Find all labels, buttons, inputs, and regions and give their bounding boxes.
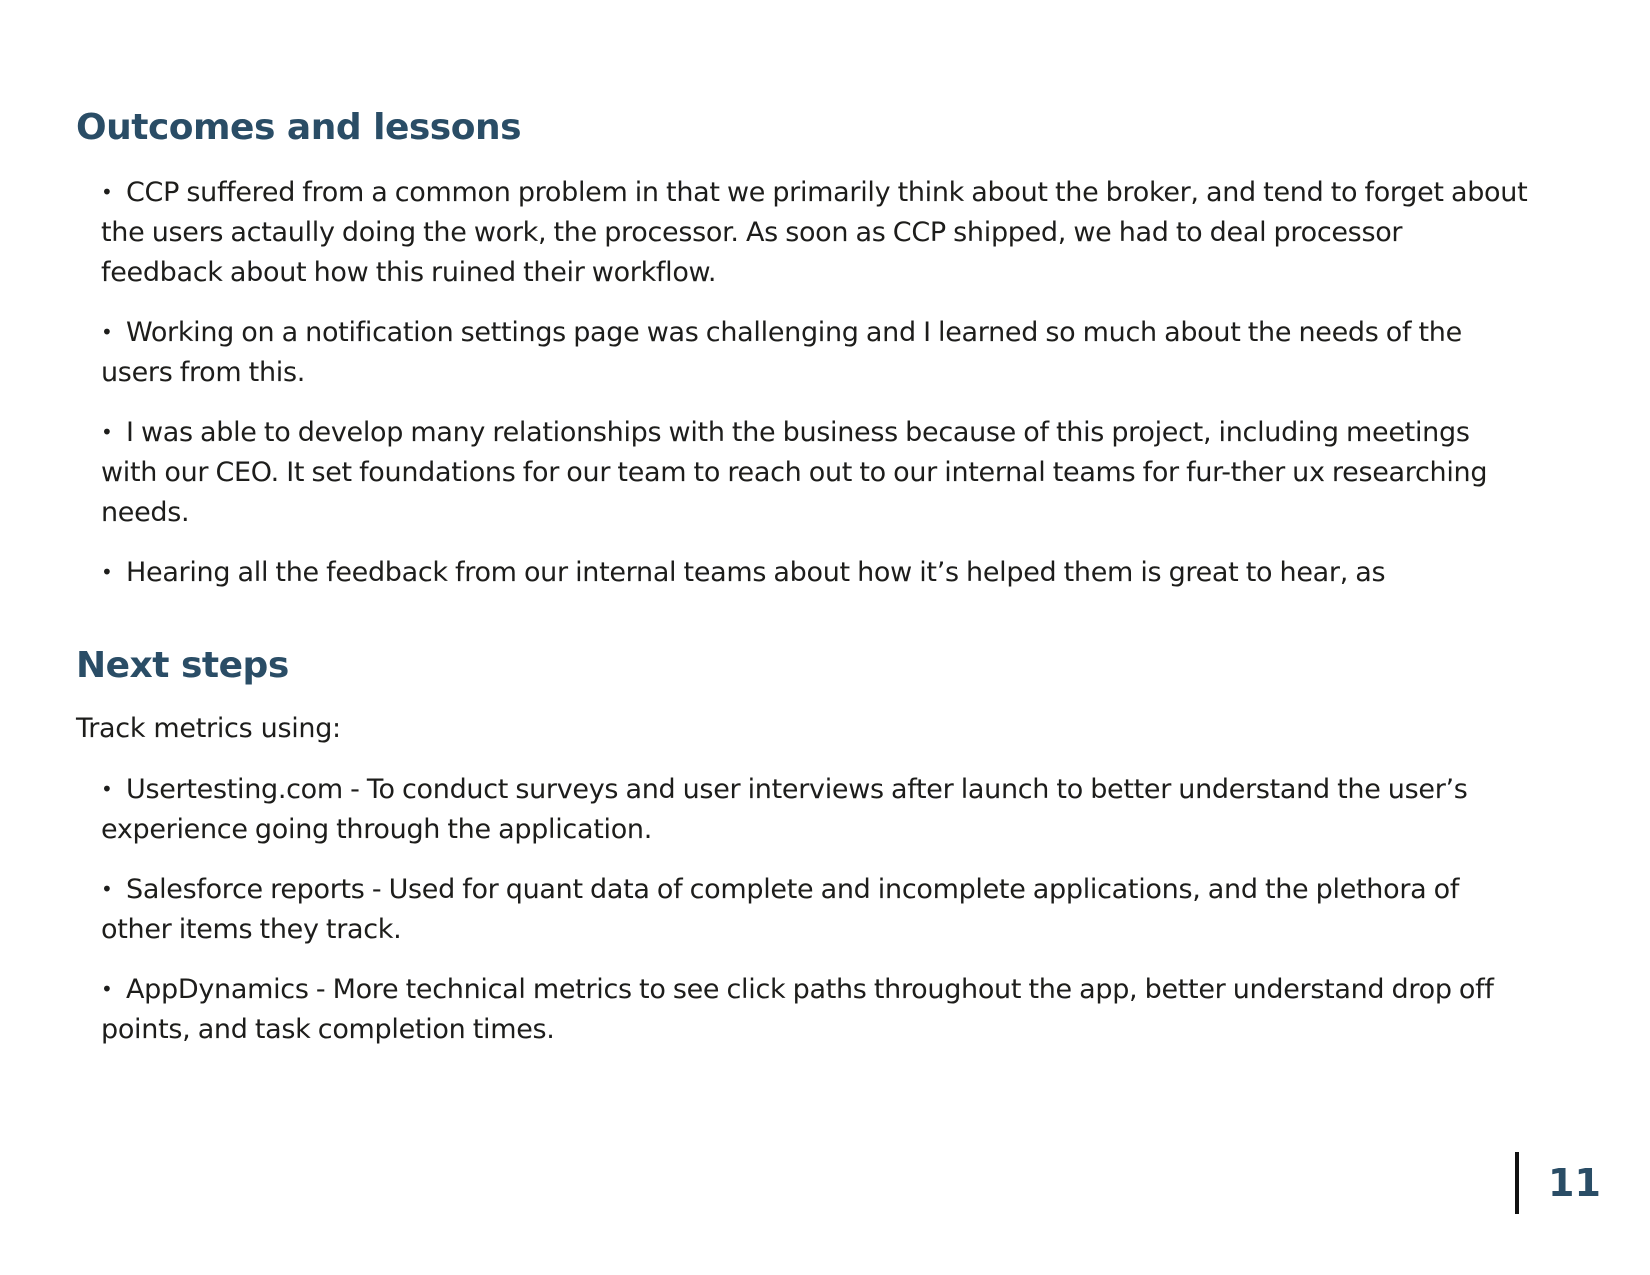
bullet-icon: • — [101, 320, 113, 344]
list-item-text: CCP suffered from a common problem in that we primarily think about the broker, and tend to forget about the users actaully doing the work, the processor. As soon as CCP shipped, we had to deal processor feedback about how this ruined their workflow. — [101, 177, 1528, 288]
outcomes-list — [101, 172, 1531, 612]
list-item — [101, 312, 1531, 393]
list-item-text: Working on a notification settings page was challenging and I learned so much about the needs of the users from this. — [101, 317, 1462, 388]
list-item-text: Usertesting.com - To conduct surveys and user interviews after launch to better understand the user’s experience going through the application. — [101, 774, 1468, 845]
bullet-icon: • — [101, 420, 113, 444]
list-item — [101, 769, 1531, 850]
list-item-text: Hearing all the feedback from our internal teams about how it’s helped them is great to hear, as — [126, 557, 1386, 588]
next-steps-list — [101, 769, 1531, 1069]
list-item-text: I was able to develop many relationships with the business because of this project, including meetings with our CEO. It set foundations for our team to reach out to our internal teams for fur-ther ux researching needs. — [101, 417, 1488, 528]
page-number-divider — [1515, 1152, 1519, 1214]
bullet-icon: • — [101, 180, 113, 204]
list-item — [101, 969, 1531, 1050]
bullet-icon: • — [101, 877, 113, 901]
next-steps-heading: Next steps — [76, 645, 289, 686]
list-item-text: AppDynamics - More technical metrics to see click paths throughout the app, better understand drop off points, and task completion times. — [101, 974, 1494, 1045]
page-number: 11 — [1548, 1161, 1601, 1205]
bullet-icon: • — [101, 977, 113, 1001]
next-steps-intro: Track metrics using: — [76, 713, 341, 744]
bullet-icon: • — [101, 777, 113, 801]
list-item-text: Salesforce reports - Used for quant data of complete and incomplete applications, and the plethora of other items they track. — [101, 874, 1460, 945]
list-item — [101, 552, 1531, 593]
list-item — [101, 869, 1531, 950]
list-item — [101, 412, 1531, 533]
bullet-icon: • — [101, 560, 113, 584]
outcomes-heading: Outcomes and lessons — [76, 107, 522, 148]
list-item — [101, 172, 1531, 293]
